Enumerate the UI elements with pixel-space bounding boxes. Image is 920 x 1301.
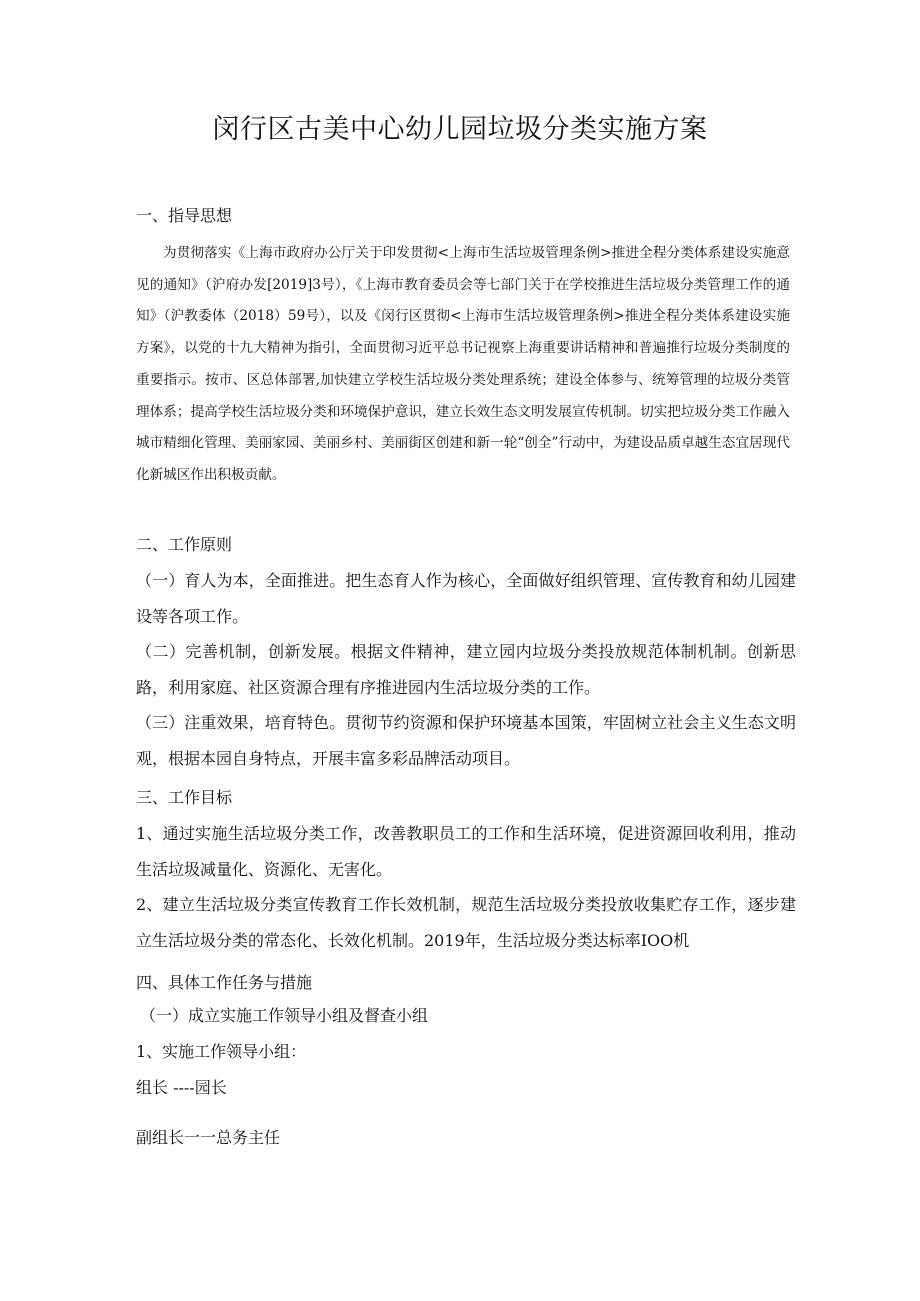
section-1-body: 为贯彻落实《上海市政府办公厅关于印发贯彻<上海市生活垃圾管理条例>推进全程分类体系建设实施意见的通知》（沪府办发[2019]3号），《上海市教育委员会等七部门关于在学校推进生活垃圾分类管理工作的通知》（沪教委体（2018）59号），以及《闵行区贯彻<上海市生活垃圾管理条例>推进全程分类体系建设实施方案》，以党的十九大精神为指引，全面贯彻习近平总书记视察上海重要讲话精神和普遍推行垃圾分类制度的重要指示。按市、区总体部署,加快建立学校生活垃圾分类处理系统；建设全体参与、统筹管理的垃圾分类管理体系；提高学校生活垃圾分类和环境保护意识，建立长效生态文明发展宣传机制。切实把垃圾分类工作融入城市精细化管理、美丽家园、美丽乡村、美丽街区创建和新一轮“创全”行动中，为建设品质卓越生态宜居现代化新城区作出积极贡献。 xyxy=(136,245,790,483)
section-3-heading: 三、工作目标 xyxy=(136,788,233,807)
document-title: 闵行区古美中心幼儿园垃圾分类实施方案 xyxy=(212,114,708,145)
goal-2: 2、建立生活垃圾分类宣传教育工作长效机制，规范生活垃圾分类投放收集贮存工作，逐步建立生活垃圾分类的常态化、长效化机制。2019年，生活垃圾分类达标率IOO机 xyxy=(136,895,796,950)
task-item-1: 1、实施工作领导小组： xyxy=(136,1042,307,1061)
section-1-heading: 一、指导思想 xyxy=(136,206,233,225)
principle-3: （三）注重效果，培育特色。贯彻节约资源和保护环境基本国策，牢固树立社会主义生态文明观，根据本园自身特点，开展丰富多彩品牌活动项目。 xyxy=(136,713,796,768)
leader-line: 组长 ----园长 xyxy=(136,1078,227,1097)
goal-1: 1、通过实施生活垃圾分类工作，改善教职员工的工作和生活环境，促进资源回收利用，推动生活垃圾减量化、资源化、无害化。 xyxy=(136,824,796,879)
principle-2: （二）完善机制，创新发展。根据文件精神，建立园内垃圾分类投放规范体制机制。创新思路，利用家庭、社区资源合理有序推进园内生活垃圾分类的工作。 xyxy=(136,642,796,697)
section-4-heading: 四、具体工作任务与措施 xyxy=(136,973,313,992)
principle-1: （一）育人为本，全面推进。把生态育人作为核心，全面做好组织管理、宣传教育和幼儿园建设等各项工作。 xyxy=(136,571,796,626)
task-subsection-1: （一）成立实施工作领导小组及督查小组 xyxy=(140,1006,429,1025)
deputy-leader-line: 副组长一一总务主任 xyxy=(136,1128,281,1147)
section-2-heading: 二、工作原则 xyxy=(136,535,233,554)
